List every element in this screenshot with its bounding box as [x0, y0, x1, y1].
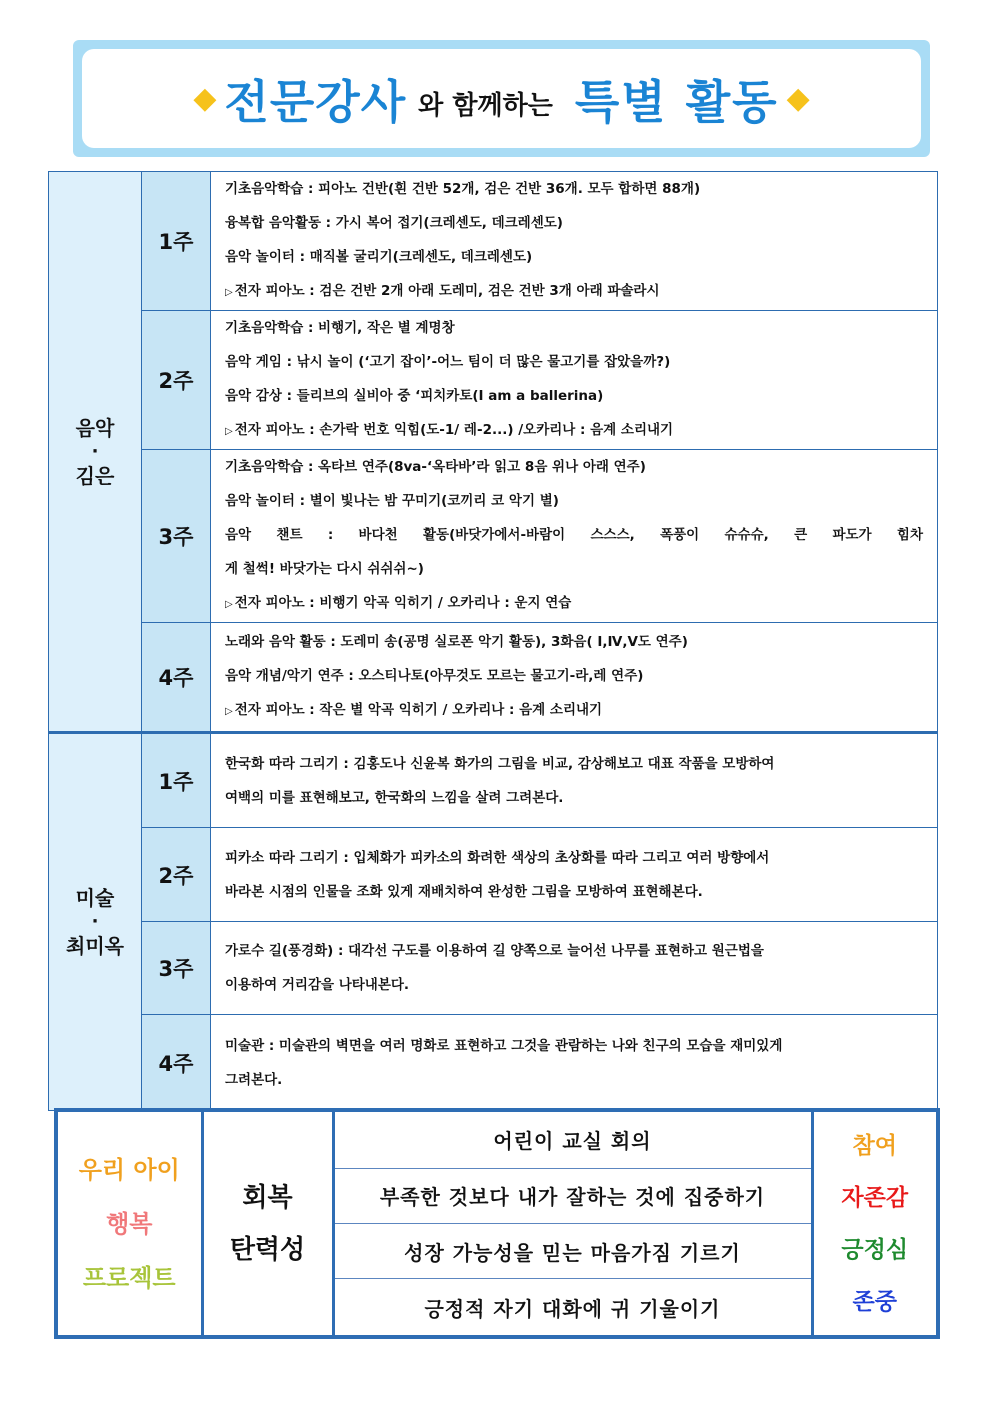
- title-main: 전문강사: [224, 74, 407, 129]
- project-title-cell: [56, 1110, 202, 1337]
- play-triangle-icon: ▷: [225, 287, 233, 298]
- activity-line-text: 전자 피아노 : 비행기 악곡 익히기 / 오카리나 : 운지 연습: [234, 595, 572, 611]
- activity-line: 음악 개념/악기 연주 : 오스티나토(아무것도 모르는 물고기-라,레 연주): [225, 668, 644, 684]
- subject-name: 미술: [75, 886, 115, 910]
- week-content: [211, 450, 938, 623]
- week-content: [211, 922, 938, 1015]
- activity-line: 융복합 음악활동 : 가시 복어 접기(크레센도, 데크레센도): [225, 215, 563, 231]
- week-label: 3주: [142, 450, 211, 623]
- activity-line: 음악 챈트 : 바다천 활동(바닷가에서-바람이 스스스, 폭풍이 슈슈슈, 큰 파도가 힘차: [225, 527, 923, 543]
- activity-line-text: 전자 피아노 : 작은 별 악곡 익히기 / 오카리나 : 음계 소리내기: [234, 702, 603, 718]
- activity-line: 기초음악학습 : 옥타브 연주(8va-‘옥타바’라 읽고 8음 위나 아래 연주): [225, 459, 646, 475]
- activity-line-text: 전자 피아노 : 손가락 번호 익힘(도-1/ 레-2...) /오카리나 : 음계 소리내기: [234, 422, 674, 438]
- table-row: [49, 922, 938, 1015]
- activity-line-text: 전자 피아노 : 검은 건반 2개 아래 도레미, 검은 건반 3개 아래 파솔라시: [234, 283, 660, 299]
- week-label: 4주: [142, 623, 211, 733]
- subject-name: 음악: [75, 415, 115, 440]
- diamond-icon: ◆: [786, 80, 810, 116]
- title-highlight: 특별 활동: [574, 74, 779, 129]
- week-label: 4주: [142, 1015, 211, 1111]
- activity-line: 바라본 시점의 인물을 조화 있게 재배치하여 완성한 그림을 모방하여 표현해본다.: [225, 883, 703, 900]
- activity-line: 가로수 길(풍경화) : 대각선 구도를 이용하여 길 양쪽으로 늘어선 나무를 표현하고 원근법을: [225, 943, 764, 959]
- activity-line: 이용하여 거리감을 나타내본다.: [225, 977, 410, 993]
- teacher-name: 김은: [75, 463, 115, 488]
- title-banner: [73, 40, 930, 157]
- value-word: 자존감: [841, 1184, 909, 1211]
- activity-line: [225, 693, 923, 729]
- activity-item: 긍정적 자기 대화에 귀 기울이기: [333, 1279, 812, 1337]
- week-content: [211, 733, 938, 828]
- activity-line: 음악 놀이터 : 매직볼 굴리기(크레센도, 데크레센도): [225, 249, 533, 265]
- title-connector: 와 함께하는: [418, 91, 553, 121]
- play-triangle-icon: ▷: [225, 706, 233, 717]
- table-row: [49, 623, 938, 733]
- activity-schedule-table: [48, 171, 938, 1111]
- activity-line: 노래와 음악 활동 : 도레미 송(공명 실로폰 악기 활동), 3화음( Ⅰ,Ⅳ,Ⅴ도 연주): [225, 634, 688, 650]
- value-word: 참여: [852, 1132, 897, 1159]
- activity-line: 그려본다.: [225, 1071, 283, 1088]
- resilience-cell: [202, 1110, 333, 1337]
- week-content: [211, 172, 938, 311]
- play-triangle-icon: ▷: [225, 426, 233, 437]
- play-triangle-icon: ▷: [225, 599, 233, 610]
- subject-dot: ·: [91, 911, 99, 932]
- table-row: [49, 1015, 938, 1111]
- resilience-label: 회복: [242, 1182, 293, 1213]
- values-cell: [812, 1110, 938, 1337]
- happiness-project-table: [54, 1108, 940, 1339]
- activity-line: 미술관 : 미술관의 벽면을 여러 명화로 표현하고 그것을 관람하는 나와 친구의 모습을 재미있게: [225, 1037, 783, 1054]
- activity-item: 어린이 교실 회의: [333, 1110, 812, 1168]
- activity-line: 한국화 따라 그리기 : 김홍도나 신윤복 화가의 그림을 비교, 감상해보고 대표 작품을 모방하여: [225, 755, 775, 772]
- table-row: [49, 733, 938, 828]
- week-label: 2주: [142, 828, 211, 922]
- activity-line: 여백의 미를 표현해보고, 한국화의 느낌을 살려 그려본다.: [225, 789, 564, 806]
- diamond-icon: ◆: [193, 80, 217, 116]
- week-label: 3주: [142, 922, 211, 1015]
- resilience-label: 탄력성: [229, 1234, 306, 1265]
- week-label: 2주: [142, 311, 211, 450]
- subject-cell-music: [49, 172, 142, 733]
- week-label: 1주: [142, 733, 211, 828]
- title-banner-inner: [82, 49, 921, 148]
- value-word: 존중: [852, 1288, 897, 1315]
- teacher-name: 최미옥: [66, 934, 124, 958]
- activity-line: 피카소 따라 그리기 : 입체화가 피카소의 화려한 색상의 초상화를 따라 그리고 여러 방향에서: [225, 849, 770, 866]
- activity-item: 성장 가능성을 믿는 마음가짐 기르기: [333, 1223, 812, 1278]
- activity-line: [225, 274, 923, 310]
- week-content: [211, 1015, 938, 1111]
- activity-line: 기초음악학습 : 피아노 건반(흰 건반 52개, 검은 건반 36개. 모두 합하면 88개): [225, 181, 701, 197]
- value-word: 긍정심: [841, 1236, 909, 1263]
- activity-line: 음악 감상 : 들리브의 실비아 중 ‘피치카토(I am a ballerina): [225, 388, 604, 404]
- activity-line: [225, 413, 923, 449]
- subject-dot: ·: [91, 440, 99, 462]
- table-row: [56, 1110, 938, 1168]
- activity-line: [225, 586, 923, 622]
- activity-line: 게 철썩! 바닷가는 다시 쉬쉬쉬~): [225, 561, 424, 577]
- activity-item: 부족한 것보다 내가 잘하는 것에 집중하기: [333, 1168, 812, 1223]
- project-title-line: 우리 아이: [78, 1155, 180, 1184]
- week-content: [211, 311, 938, 450]
- subject-cell-art: [49, 733, 142, 1111]
- table-row: [49, 311, 938, 450]
- week-label: 1주: [142, 172, 211, 311]
- table-row: [49, 172, 938, 311]
- table-row: [49, 828, 938, 922]
- table-row: [49, 450, 938, 623]
- project-title-line: 프로젝트: [82, 1263, 176, 1292]
- activity-line: 음악 놀이터 : 별이 빛나는 밤 꾸미기(코끼리 코 악기 별): [225, 493, 559, 509]
- week-content: [211, 828, 938, 922]
- activity-line: 음악 게임 : 낚시 놀이 (‘고기 잡이’-어느 팀이 더 많은 물고기를 잡았을까?): [225, 354, 671, 370]
- week-content: [211, 623, 938, 733]
- project-title-line: 행복: [106, 1209, 153, 1238]
- activity-line: 기초음악학습 : 비행기, 작은 별 계명창: [225, 320, 455, 336]
